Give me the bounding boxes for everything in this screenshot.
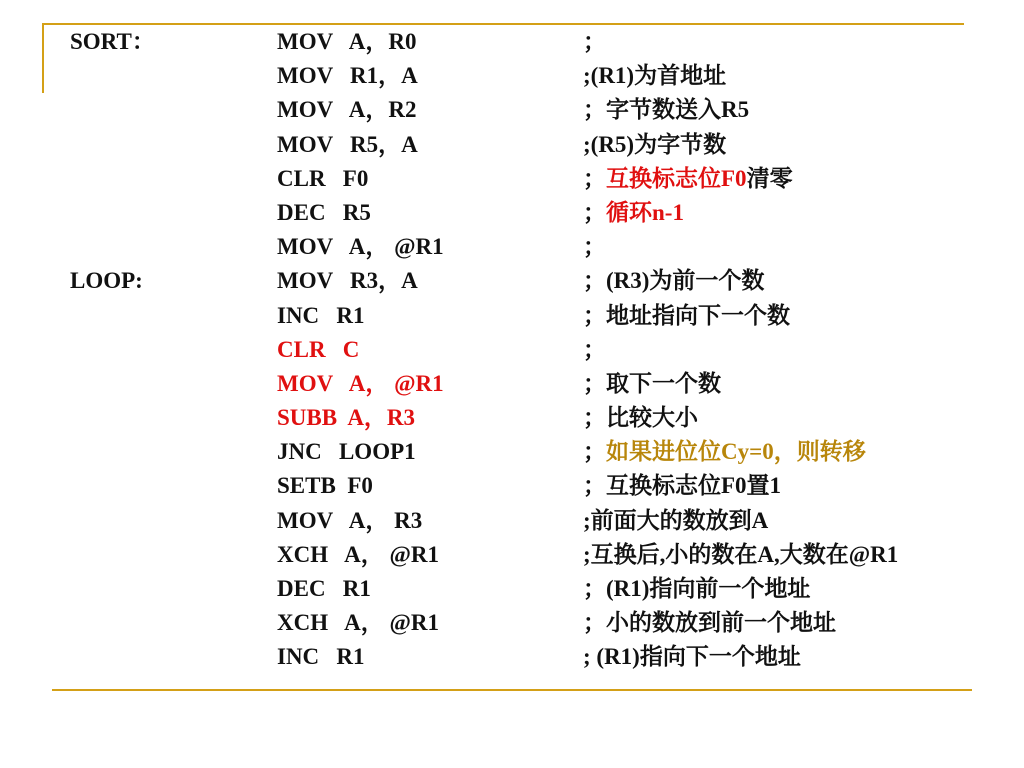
comment [583, 435, 866, 469]
code-line [0, 128, 1024, 162]
comment-segment: ；(R3)为前一个数 [583, 268, 765, 294]
code-label: LOOP: [70, 268, 143, 294]
instruction: SETB F0 [277, 473, 373, 499]
comment-segment: ；字节数送入R5 [583, 97, 750, 123]
instruction: JNC LOOP1 [277, 439, 416, 465]
code-line [0, 25, 1024, 59]
instruction: MOV R1，A [277, 63, 418, 89]
comment-segment: ;互换后,小的数在A,大数在@R1 [583, 541, 899, 567]
code-line [0, 367, 1024, 401]
comment [583, 59, 726, 93]
instruction: MOV R3，A [277, 268, 418, 294]
code-line [0, 401, 1024, 435]
comment-segment: ；(R1)指向前一个地址 [583, 576, 811, 601]
comment-segment: ； [583, 439, 606, 465]
code-line [0, 333, 1024, 367]
comment [583, 469, 781, 503]
code-line [0, 93, 1024, 127]
comment [583, 25, 606, 59]
instruction: MOV A， @R1 [277, 370, 444, 396]
comment [583, 299, 790, 333]
comment [583, 196, 684, 230]
instruction: MOV A，R0 [277, 29, 417, 54]
instruction: CLR C [277, 336, 360, 362]
comment-segment: ； [583, 165, 606, 191]
code-line [0, 299, 1024, 333]
comment [583, 606, 836, 640]
comment-segment: ； [583, 29, 606, 54]
code-listing [0, 25, 1024, 675]
comment-segment: ;(R5)为字节数 [583, 131, 727, 157]
code-line [0, 469, 1024, 503]
comment [583, 162, 793, 196]
code-line [0, 264, 1024, 298]
bottom-rule [52, 689, 972, 691]
code-label: SORT： [70, 29, 155, 54]
comment [583, 230, 606, 264]
code-line [0, 538, 1024, 572]
comment-segment: ； [583, 199, 606, 225]
comment-segment: 互换标志位F0 [606, 165, 747, 191]
instruction: CLR F0 [277, 165, 369, 191]
comment-segment: ； [583, 336, 606, 362]
comment-segment: ；比较大小 [583, 405, 698, 431]
instruction: MOV A， @R1 [277, 234, 444, 260]
instruction: INC R1 [277, 302, 365, 328]
comment-segment: ；取下一个数 [583, 370, 721, 396]
comment [583, 367, 721, 401]
comment-segment: ;前面大的数放到A [583, 507, 769, 533]
code-line [0, 59, 1024, 93]
comment [583, 504, 768, 538]
comment [583, 401, 698, 435]
comment [583, 93, 749, 127]
instruction: DEC R5 [277, 199, 371, 225]
instruction: INC R1 [277, 644, 365, 670]
code-line [0, 606, 1024, 640]
code-line [0, 504, 1024, 538]
code-line [0, 640, 1024, 674]
comment [583, 538, 898, 572]
comment [583, 572, 810, 606]
code-line [0, 162, 1024, 196]
instruction: SUBB A，R3 [277, 405, 416, 431]
instruction: MOV R5，A [277, 131, 418, 157]
comment [583, 264, 764, 298]
instruction: MOV A， R3 [277, 507, 423, 533]
instruction: XCH A， @R1 [277, 541, 439, 567]
code-line [0, 435, 1024, 469]
comment-segment: ；小的数放到前一个地址 [583, 610, 836, 636]
comment-segment: ;(R1)为首地址 [583, 63, 727, 89]
comment-segment: ； [583, 234, 606, 260]
comment-segment: ；地址指向下一个数 [583, 302, 790, 328]
code-line [0, 196, 1024, 230]
comment-segment: ; (R1)指向下一个地址 [583, 644, 801, 670]
comment [583, 640, 801, 674]
comment-segment: 清零 [746, 165, 793, 191]
comment-segment: 循环n-1 [606, 199, 684, 225]
code-line [0, 572, 1024, 606]
instruction: DEC R1 [277, 576, 371, 601]
instruction: MOV A，R2 [277, 97, 417, 123]
comment-segment: ；互换标志位F0置1 [583, 473, 782, 499]
code-line [0, 230, 1024, 264]
comment-segment: 如果进位位Cy=0，则转移 [606, 439, 866, 465]
comment [583, 128, 726, 162]
instruction: XCH A， @R1 [277, 610, 439, 636]
comment [583, 333, 606, 367]
